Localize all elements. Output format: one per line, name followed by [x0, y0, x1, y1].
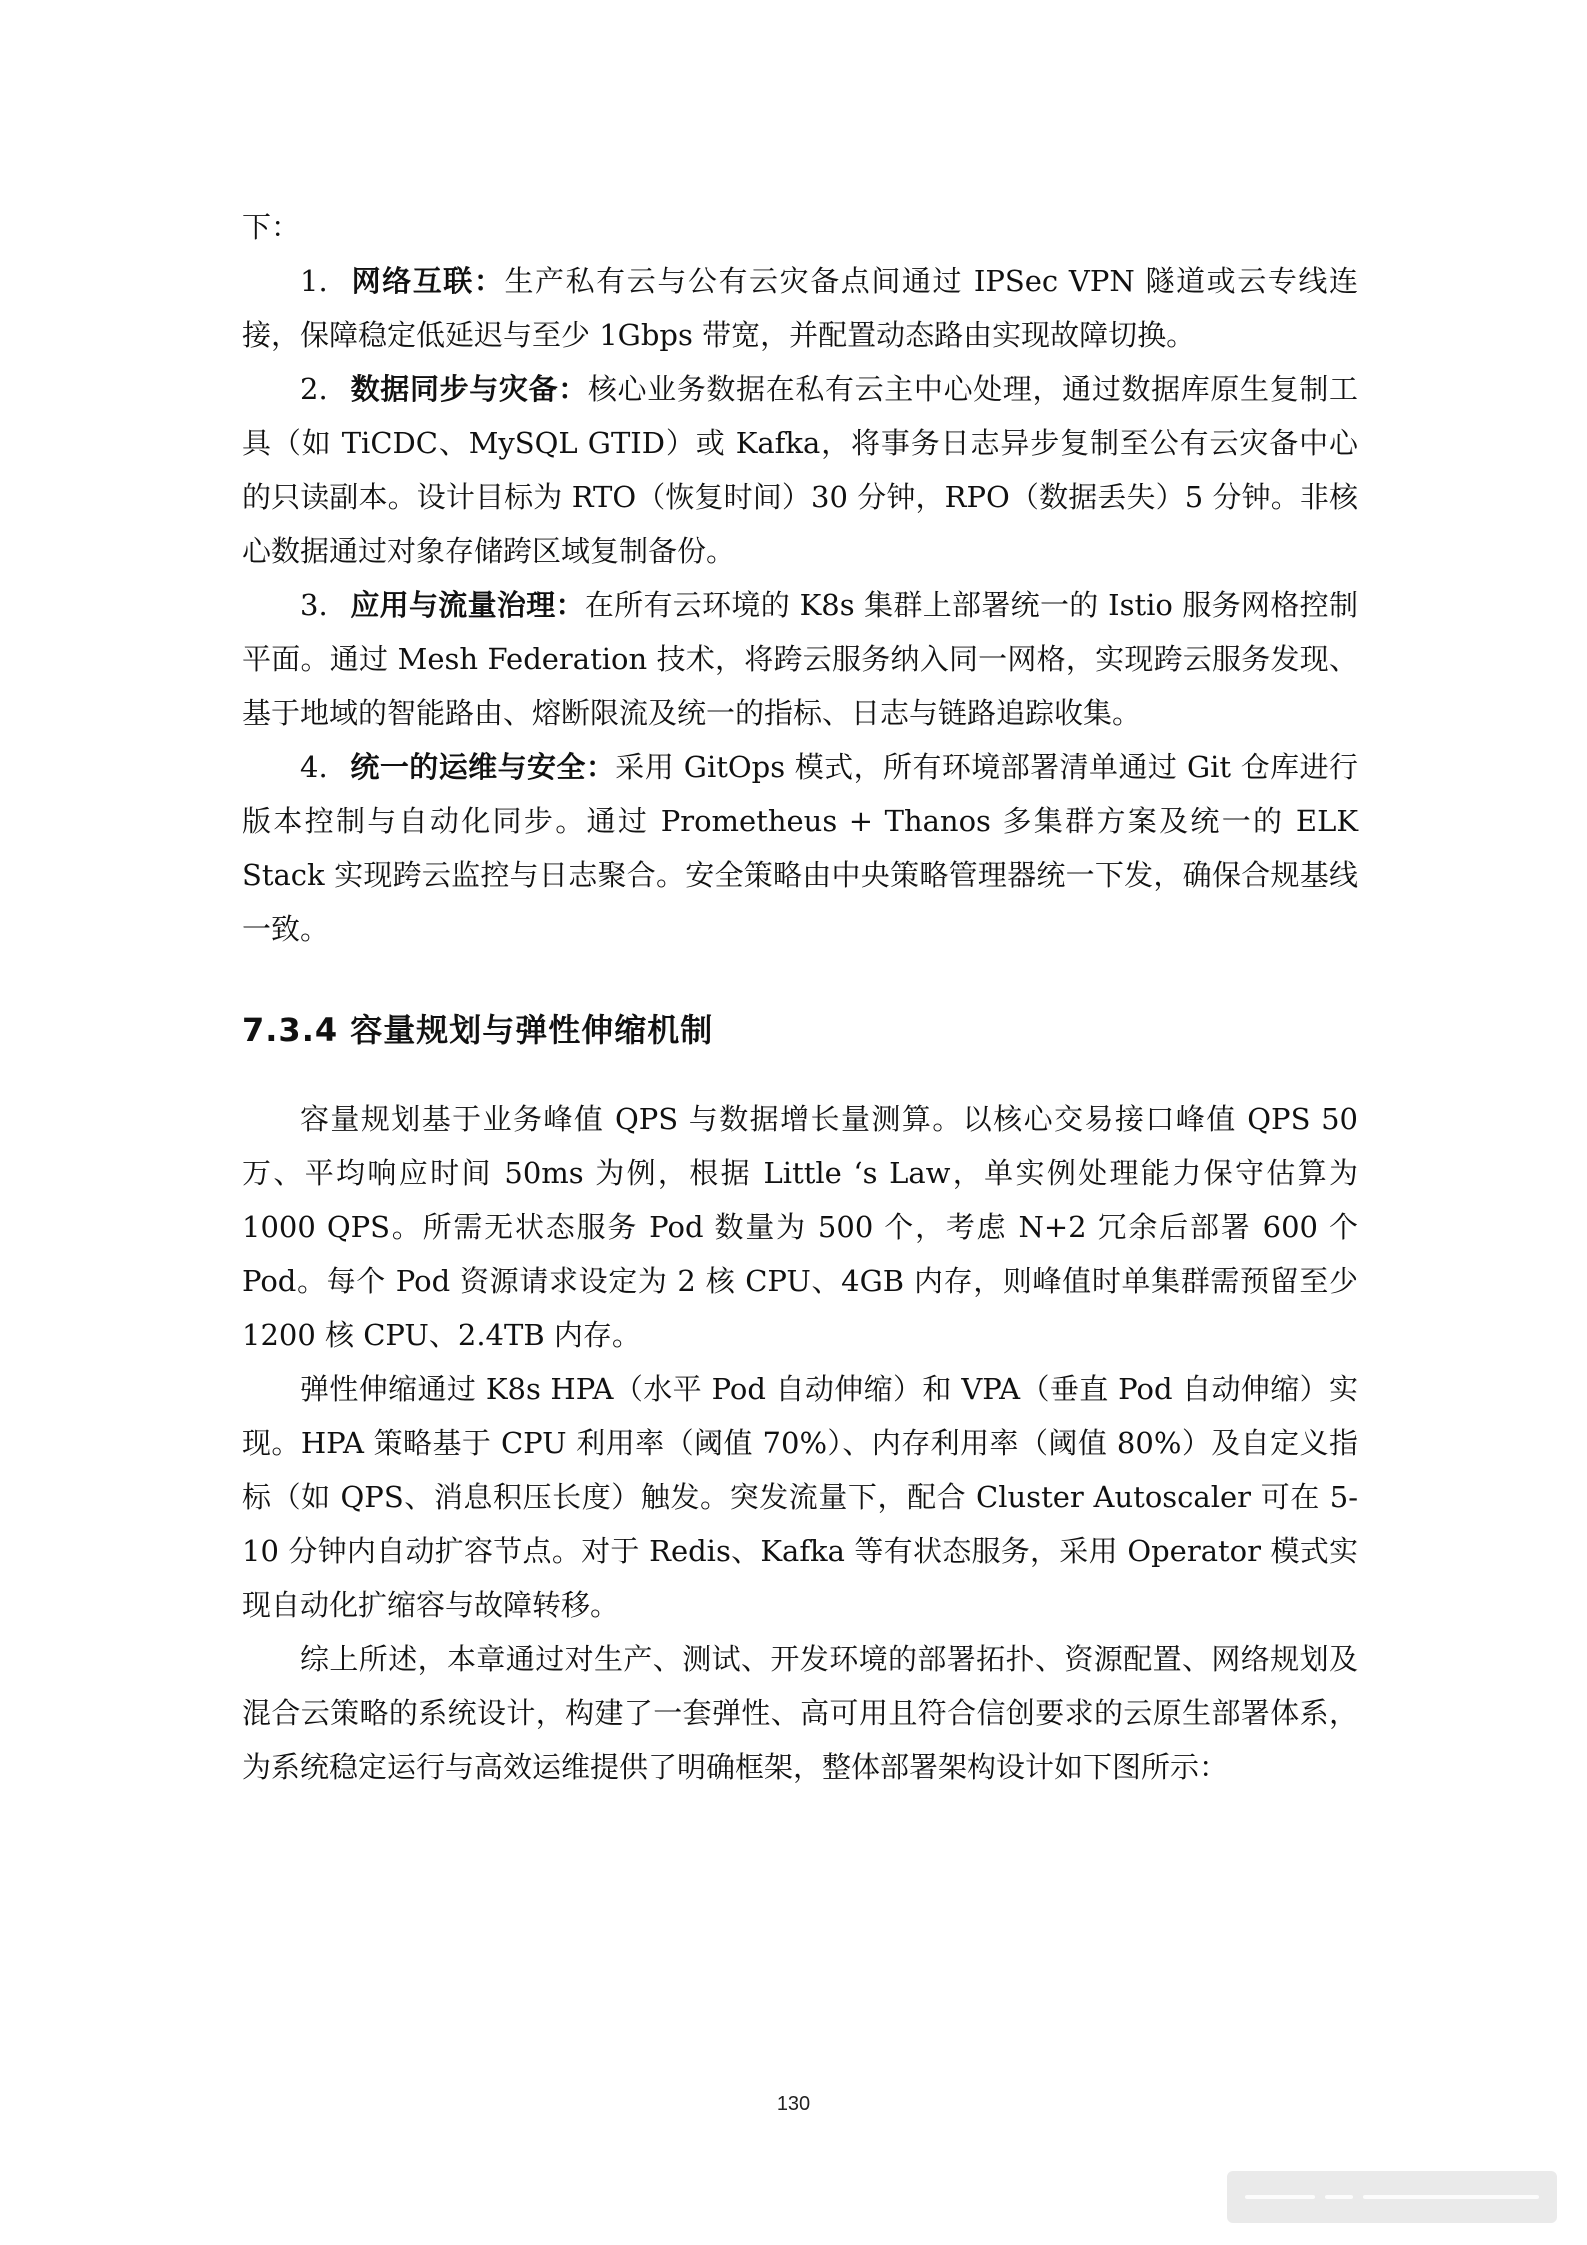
body-paragraph: 综上所述，本章通过对生产、测试、开发环境的部署拓扑、资源配置、网络规划及混合云策略的系统设计，构建了一套弹性、高可用且符合信创要求的云原生部署体系，为系统稳定运行与高效运维提供了明确框架，整体部署架构设计如下图所示： [242, 1642, 1358, 1784]
list-item [242, 254, 1358, 362]
list-item-text: 核心业务数据在私有云主中心处理，通过数据库原生复制工具（如 TiCDC、MySQL GTID）或 Kafka，将事务日志异步复制至公有云灾备中心的只读副本。设计目标为 RTO（恢复时间）30 分钟，RPO（数据丢失）5 分钟。非核心数据通过对象存储跨区域复制备份。 [242, 372, 1358, 568]
intro-line: 下： [242, 210, 301, 244]
list-item-text: 采用 GitOps 模式，所有环境部署清单通过 Git 仓库进行版本控制与自动化同步。通过 Prometheus + Thanos 多集群方案及统一的 ELK Stack 实现跨云监控与日志聚合。安全策略由中央策略管理器统一下发，确保合规基线一致。 [242, 750, 1358, 946]
watermark-stroke [1363, 2195, 1539, 2199]
watermark-stroke [1245, 2195, 1315, 2199]
watermark-stroke [1325, 2195, 1353, 2199]
list-item-text: 在所有云环境的 K8s 集群上部署统一的 Istio 服务网格控制平面。通过 Mesh Federation 技术，将跨云服务纳入同一网格，实现跨云服务发现、基于地域的智能路由、熔断限流及统一的指标、日志与链路追踪收集。 [242, 588, 1358, 730]
list-item-lead: 应用与流量治理： [350, 588, 585, 622]
list-item-lead: 网络互联： [350, 264, 505, 298]
list-item [242, 362, 1358, 578]
body-paragraph: 容量规划基于业务峰值 QPS 与数据增长量测算。以核心交易接口峰值 QPS 50 万、平均响应时间 50ms 为例，根据 Little ‘s Law，单实例处理能力保守估算为 1000 QPS。所需无状态服务 Pod 数量为 500 个，考虑 N+2 冗余后部署 600 个 Pod。每个 Pod 资源请求设定为 2 核 CPU、4GB 内存，则峰值时单集群需预留至少 1200 核 CPU、2.4TB 内存。 [242, 1102, 1358, 1352]
list-item-lead: 数据同步与灾备： [350, 372, 588, 406]
page-number: 130 [776, 2093, 811, 2115]
list-item [242, 578, 1358, 740]
list-item [242, 740, 1358, 956]
list-item-text: 生产私有云与公有云灾备点间通过 IPSec VPN 隧道或云专线连接，保障稳定低延迟与至少 1Gbps 带宽，并配置动态路由实现故障切换。 [242, 264, 1358, 352]
page-content [242, 200, 1358, 1794]
list-item-number: 1. [300, 264, 328, 298]
section-heading: 7.3.4 容量规划与弹性伸缩机制 [242, 1011, 714, 1049]
list-item-number: 3. [300, 588, 328, 622]
list-item-lead: 统一的运维与安全： [350, 750, 616, 784]
body-paragraph: 弹性伸缩通过 K8s HPA（水平 Pod 自动伸缩）和 VPA（垂直 Pod 自动伸缩）实现。HPA 策略基于 CPU 利用率（阈值 70%）、内存利用率（阈值 80%）及自定义指标（如 QPS、消息积压长度）触发。突发流量下，配合 Cluster Autoscaler 可在 5-10 分钟内自动扩容节点。对于 Redis、Kafka 等有状态服务，采用 Operator 模式实现自动化扩缩容与故障转移。 [242, 1372, 1358, 1622]
watermark [1227, 2171, 1557, 2223]
list-item-number: 4. [300, 750, 328, 784]
list-item-number: 2. [300, 372, 328, 406]
